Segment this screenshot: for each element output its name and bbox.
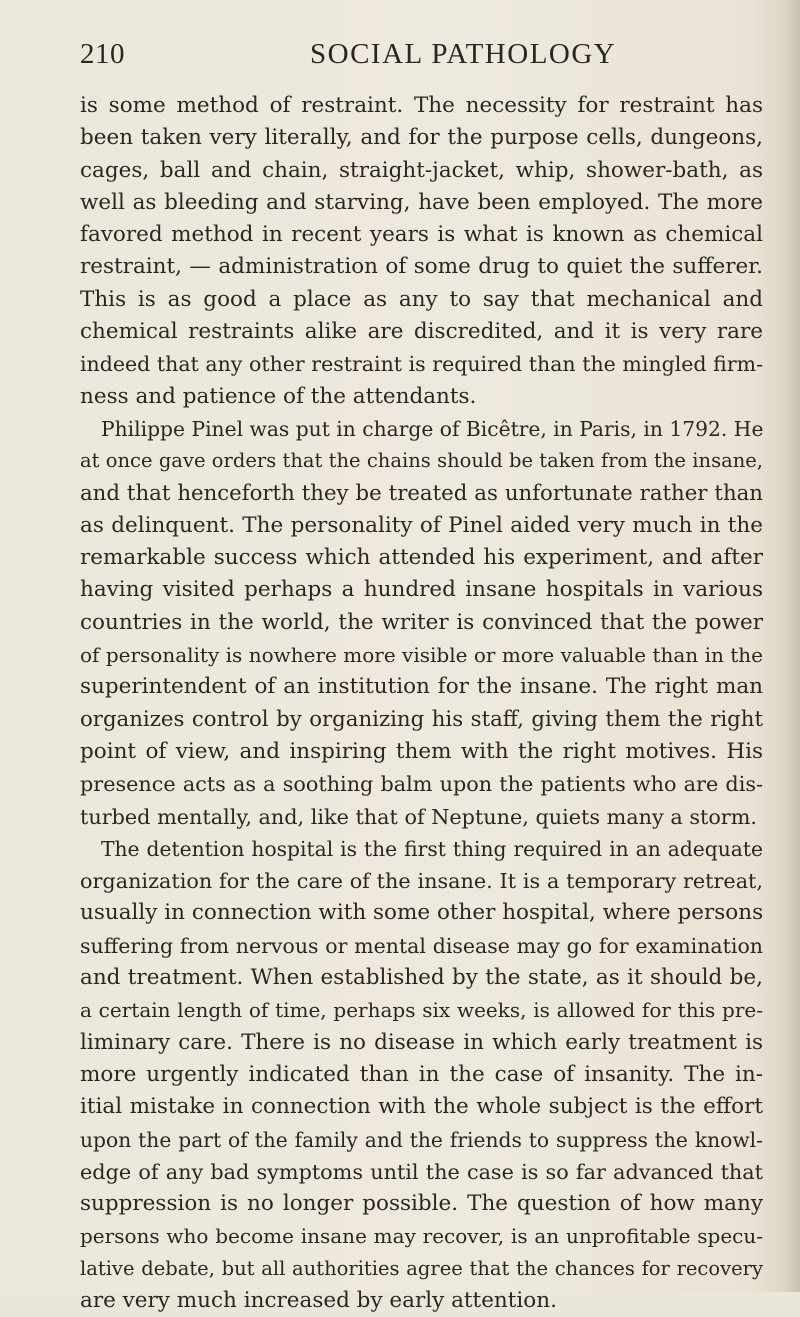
text-line: lative debate, but all authorities agree that the chances for recovery bbox=[80, 1256, 763, 1280]
text-line: persons who become insane may recover, is an unprofitable specu- bbox=[80, 1224, 763, 1249]
text-line: well as bleeding and starving, have been employed. The more bbox=[80, 189, 763, 215]
text-line: ness and patience of the attendants. bbox=[80, 383, 477, 409]
text-line: more urgently indicated than in the case of insanity. The in- bbox=[80, 1061, 763, 1087]
text-line: itial mistake in connection with the whole subject is the effort bbox=[80, 1094, 763, 1120]
text-line: turbed mentally, and, like that of Neptune, quiets many a storm. bbox=[80, 804, 757, 829]
text-line: remarkable success which attended his experiment, and after bbox=[80, 545, 763, 571]
text-line: countries in the world, the writer is convinced that the power bbox=[80, 609, 763, 635]
text-line: point of view, and inspiring them with the right motives. His bbox=[80, 738, 763, 764]
text-line: chemical restraints alike are discredited, and it is very rare bbox=[80, 319, 763, 345]
text-line: suffering from nervous or mental disease may go for examination bbox=[80, 933, 763, 958]
text-line: superintendent of an institution for the insane. The right man bbox=[80, 674, 763, 700]
text-line: been taken very literally, and for the purpose cells, dungeons, bbox=[80, 125, 763, 151]
text-line: indeed that any other restraint is required than the mingled firm- bbox=[80, 352, 763, 377]
text-line: usually in connection with some other hospital, where persons bbox=[80, 900, 764, 926]
page-number: 210 bbox=[80, 38, 125, 70]
text-line: organization for the care of the insane. It is a temporary retreat, bbox=[80, 869, 763, 894]
text-line: edge of any bad symptoms until the case is so far advanced that bbox=[80, 1159, 763, 1184]
book-title: SOCIAL PATHOLOGY bbox=[310, 38, 617, 70]
text-line: This is as good a place as any to say that mechanical and bbox=[80, 286, 763, 312]
text-line: restraint, — administration of some drug to quiet the sufferer. bbox=[80, 254, 763, 280]
text-line: at once gave orders that the chains should be taken from the insane, bbox=[80, 449, 763, 473]
text-line: The detention hospital is the first thing required in an adequate bbox=[101, 836, 763, 861]
body-text bbox=[80, 90, 763, 1317]
text-line: are very much increased by early attention. bbox=[80, 1287, 557, 1313]
text-line: suppression is no longer possible. The question of how many bbox=[80, 1191, 763, 1217]
page-edge-shadow bbox=[782, 0, 800, 1292]
text-line: upon the part of the family and the friends to suppress the knowl- bbox=[80, 1127, 763, 1152]
text-line: organizes control by organizing his staff, giving them the right bbox=[80, 706, 763, 732]
text-line: a certain length of time, perhaps six weeks, is allowed for this pre- bbox=[80, 998, 763, 1023]
text-line: of personality is nowhere more visible or more valuable than in the bbox=[80, 643, 763, 668]
text-line: favored method in recent years is what is known as chemical bbox=[80, 222, 763, 248]
text-line: and treatment. When established by the state, as it should be, bbox=[80, 965, 763, 991]
text-line: liminary care. There is no disease in which early treatment is bbox=[80, 1029, 763, 1055]
text-line: Philippe Pinel was put in charge of Bicêtre, in Paris, in 1792. He bbox=[101, 416, 764, 441]
text-line: having visited perhaps a hundred insane hospitals in various bbox=[80, 577, 763, 603]
text-line: cages, ball and chain, straight-jacket, whip, shower-bath, as bbox=[80, 157, 763, 183]
text-line: presence acts as a soothing balm upon the patients who are dis- bbox=[80, 772, 763, 797]
text-line: is some method of restraint. The necessity for restraint has bbox=[80, 93, 763, 118]
text-line: and that henceforth they be treated as unfortunate rather than bbox=[80, 480, 763, 506]
text-line: as delinquent. The personality of Pinel aided very much in the bbox=[80, 512, 763, 538]
running-head bbox=[80, 38, 763, 74]
